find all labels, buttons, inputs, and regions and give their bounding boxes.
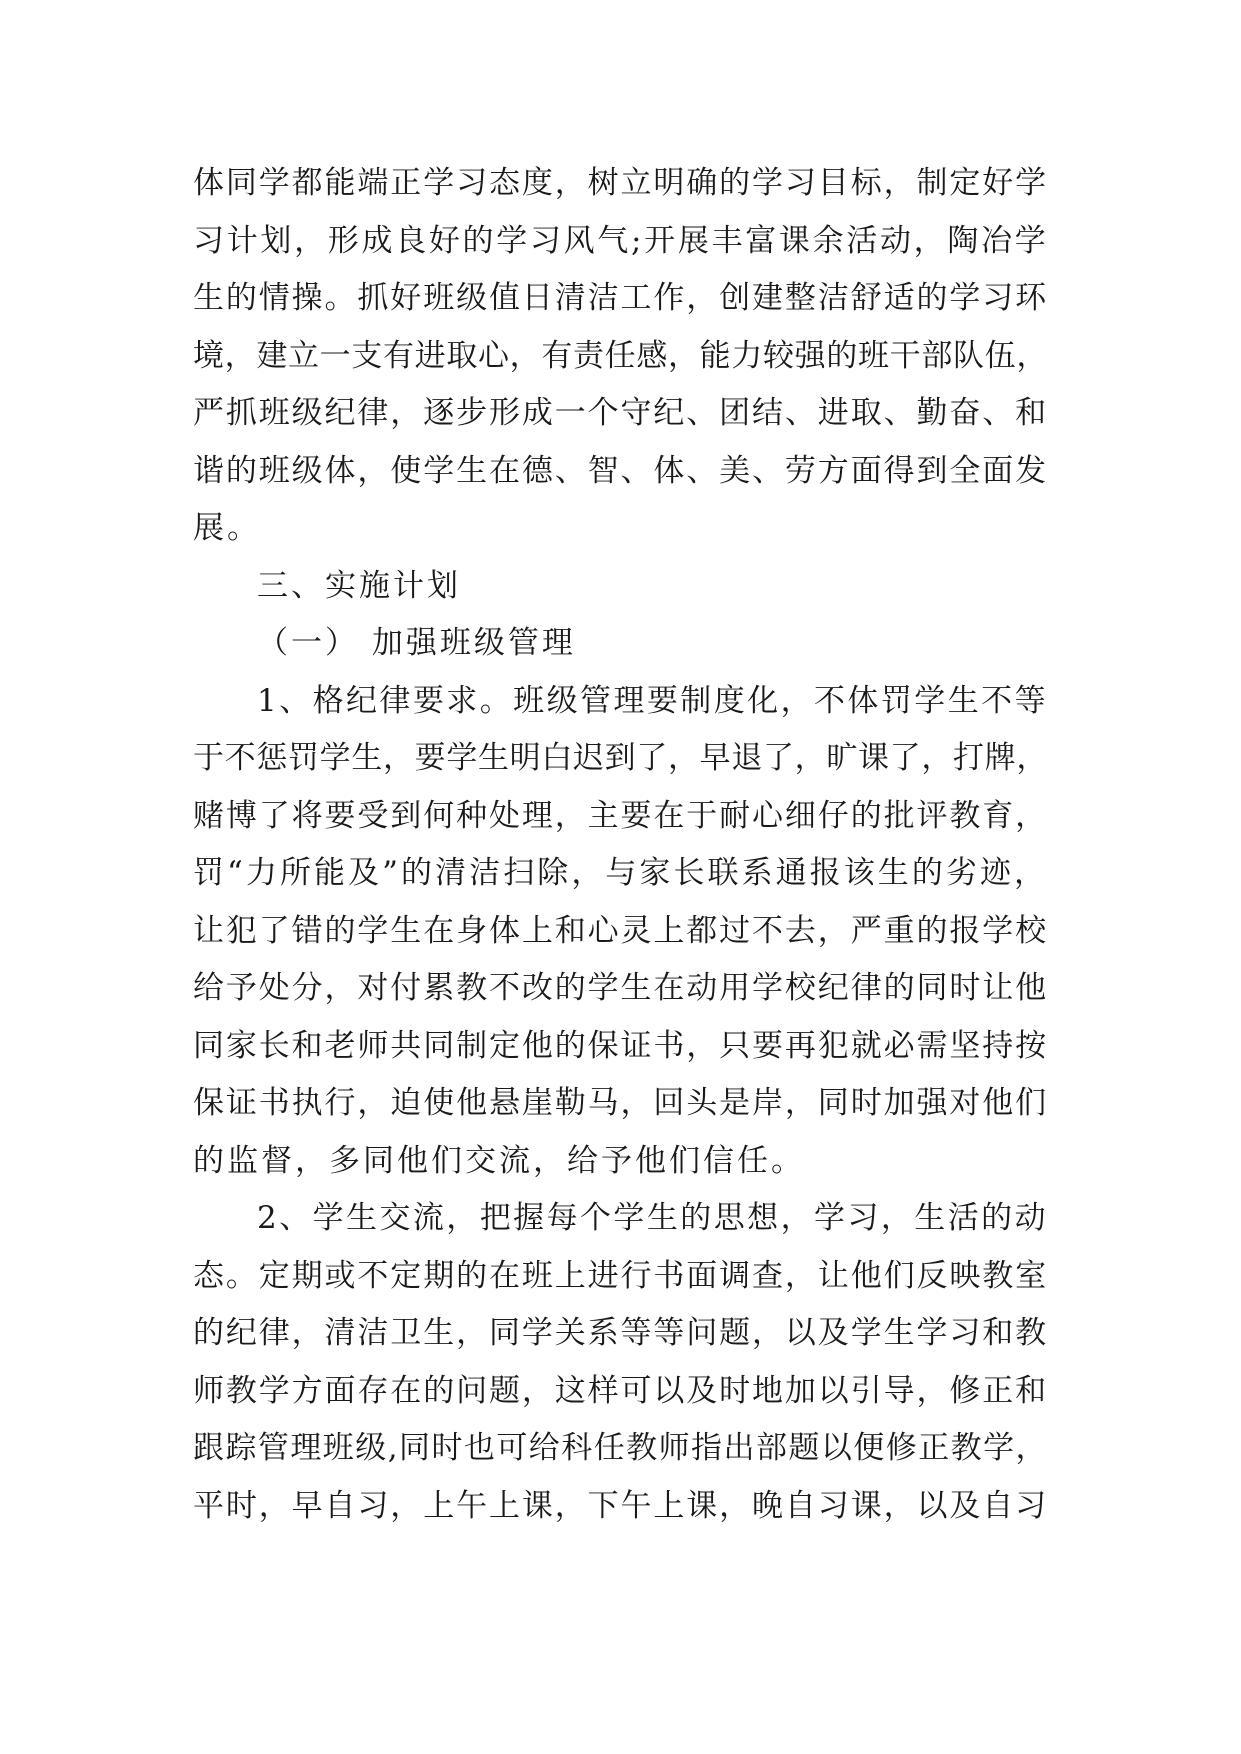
paragraph-line: 保证书执行，迫使他悬崖勒马，回头是岸，同时加强对他们 [193, 1085, 1048, 1121]
paragraph-line: 平时，早自习，上午上课，下午上课，晚自习课，以及自习 [193, 1487, 1048, 1524]
subsection-heading: （一） 加强班级管理 [257, 625, 576, 661]
paragraph-line: 谐的班级体，使学生在德、智、体、美、劳方面得到全面发 [193, 452, 1048, 489]
paragraph-line: 赌博了将要受到何种处理，主要在于耐心细仔的批评教育， [193, 797, 1048, 834]
paragraph-line: 罚“力所能及”的清洁扫除，与家长联系通报该生的劣迹， [193, 855, 1048, 891]
paragraph-line: 1、格纪律要求。班级管理要制度化，不体罚学生不等 [257, 682, 1048, 719]
paragraph-line: 的监督，多同他们交流，给予他们信任。 [193, 1142, 805, 1179]
paragraph-line: 习计划，形成良好的学习风气;开展丰富课余活动，陶冶学 [193, 222, 1049, 259]
paragraph-line: 跟踪管理班级,同时也可给科任教师指出部题以便修正教学， [193, 1430, 1048, 1466]
paragraph-line: 师教学方面存在的问题，这样可以及时地加以引导，修正和 [193, 1372, 1048, 1409]
paragraph-line: 严抓班级纪律，逐步形成一个守纪、团结、进取、勤奋、和 [193, 395, 1048, 431]
paragraph-line: 于不惩罚学生，要学生明白迟到了，早退了，旷课了，打牌， [193, 740, 1048, 776]
paragraph-line: 体同学都能端正学习态度，树立明确的学习目标，制定好学 [193, 165, 1048, 201]
document-body [193, 155, 1048, 1535]
paragraph-line: 让犯了错的学生在身体上和心灵上都过不去，严重的报学校 [193, 912, 1048, 949]
paragraph-line: 态。定期或不定期的在班上进行书面调查，让他们反映教室 [193, 1257, 1048, 1294]
paragraph-line: 同家长和老师共同制定他的保证书，只要再犯就必需坚持按 [193, 1027, 1048, 1064]
paragraph-line: 展。 [193, 510, 261, 546]
paragraph-line: 境，建立一支有进取心，有责任感，能力较强的班干部队伍， [193, 337, 1048, 374]
paragraph-line: 生的情操。抓好班级值日清洁工作，创建整洁舒适的学习环 [193, 280, 1048, 316]
paragraph-line: 的纪律，清洁卫生，同学关系等等问题，以及学生学习和教 [193, 1315, 1048, 1351]
paragraph-line: 给予处分，对付累教不改的学生在动用学校纪律的同时让他 [193, 970, 1048, 1006]
section-heading: 三、实施计划 [257, 567, 461, 604]
paragraph-line: 2、学生交流，把握每个学生的思想，学习，生活的动 [257, 1200, 1048, 1236]
